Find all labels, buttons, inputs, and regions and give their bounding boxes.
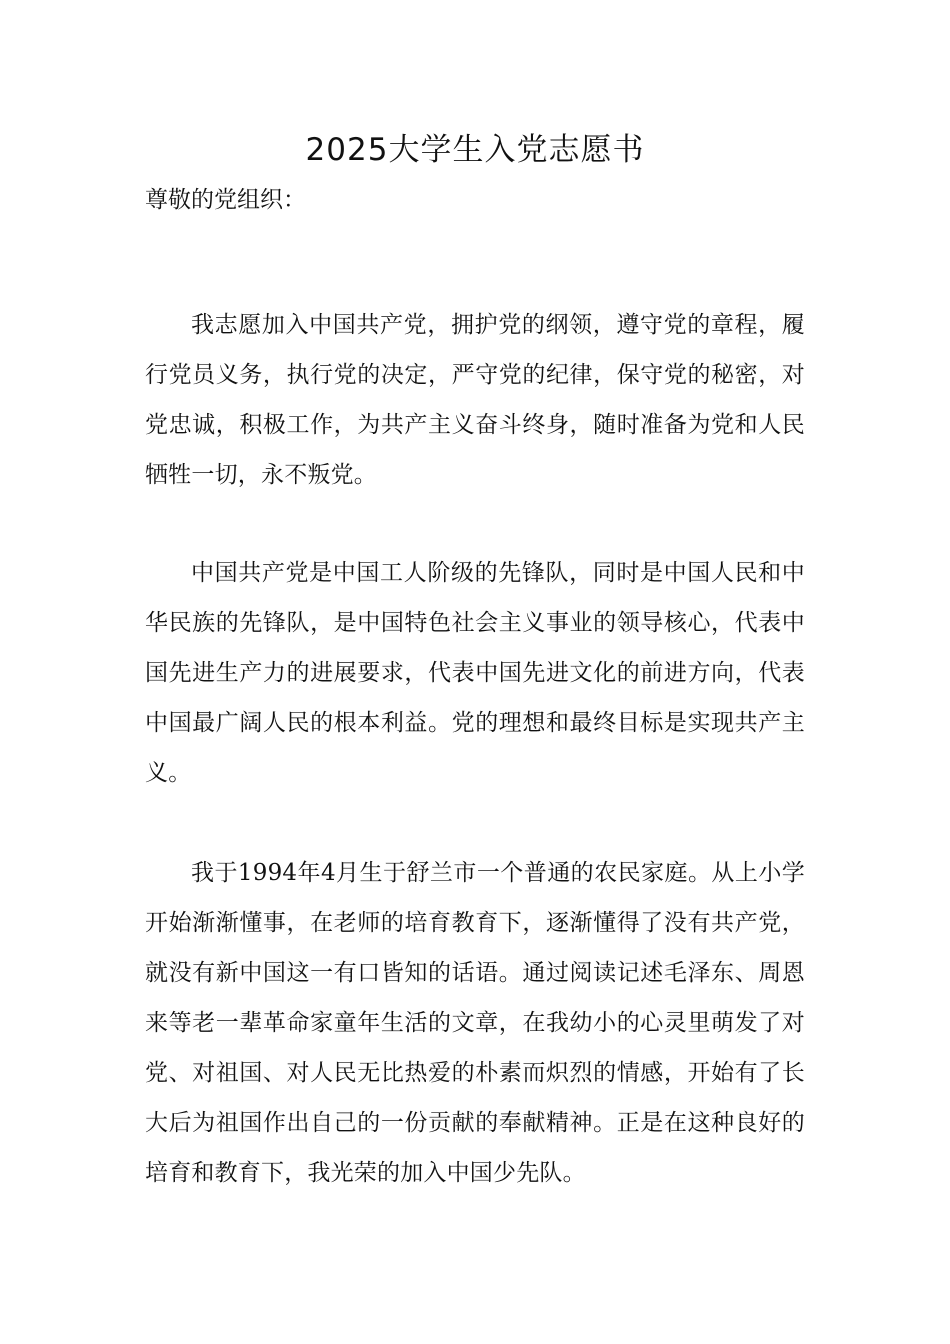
salutation: 尊敬的党组织： bbox=[145, 187, 306, 213]
paragraph-2: 中国共产党是中国工人阶级的先锋队，同时是中国人民和中华民族的先锋队，是中国特色社会主义事业的领导核心，代表中国先进生产力的进展要求，代表中国先进文化的前进方向，代表中国最广阔人民的根本利益。党的理想和最终目标是实现共产主义。 bbox=[145, 560, 805, 786]
paragraph-1: 我志愿加入中国共产党，拥护党的纲领，遵守党的章程，履行党员义务，执行党的决定，严守党的纪律，保守党的秘密，对党忠诚，积极工作，为共产主义奋斗终身，随时准备为党和人民牺牲一切，永不叛党。 bbox=[145, 312, 805, 488]
document-title: 2025大学生入党志愿书 bbox=[305, 132, 645, 168]
paragraph-3: 我于1994年4月生于舒兰市一个普通的农民家庭。从上小学开始渐渐懂事，在老师的培育教育下，逐渐懂得了没有共产党，就没有新中国这一有口皆知的话语。通过阅读记述毛泽东、周恩来等老一辈革命家童年生活的文章，在我幼小的心灵里萌发了对党、对祖国、对人民无比热爱的朴素而炽烈的情感，开始有了长大后为祖国作出自己的一份贡献的奉献精神。正是在这种良好的培育和教育下，我光荣的加入中国少先队。 bbox=[145, 860, 805, 1186]
